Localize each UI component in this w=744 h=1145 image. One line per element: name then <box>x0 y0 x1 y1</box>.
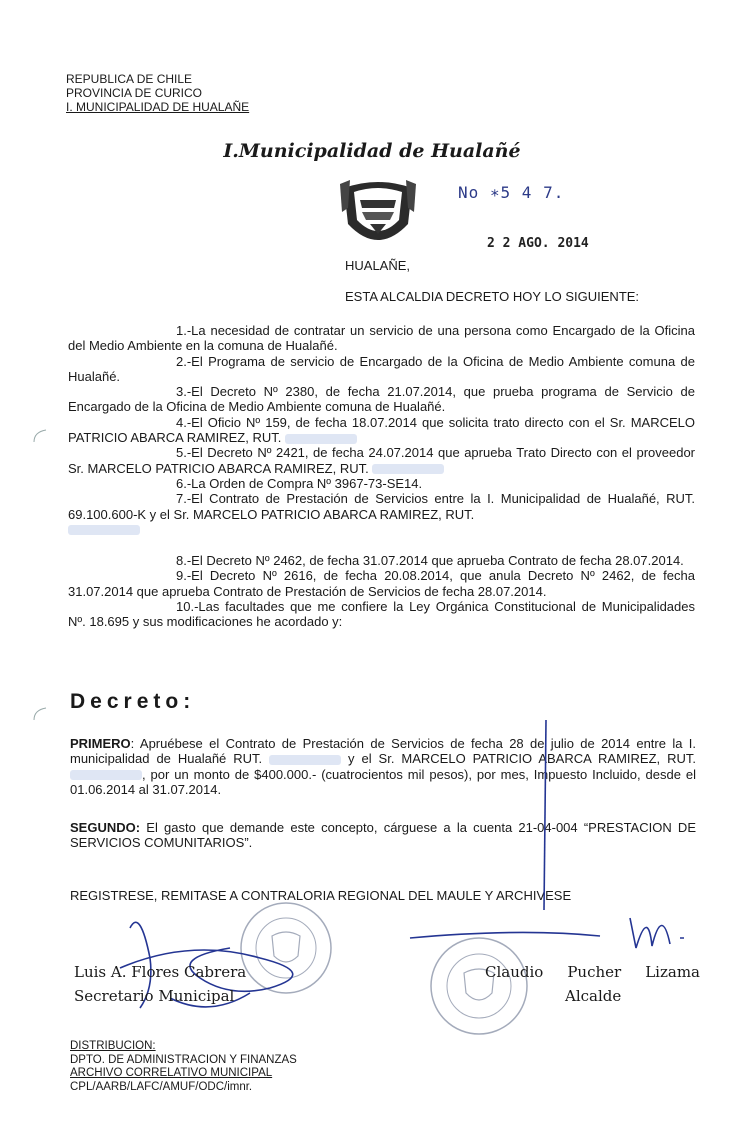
considerando-2: 2.-El Programa de servicio de Encargado de la Oficina de Medio Ambiente comuna de Hualañé. <box>68 353 695 384</box>
segundo-label: SEGUNDO: <box>70 820 141 835</box>
mayor-name: Claudio Pucher Lizama <box>485 963 700 981</box>
redacted-rut <box>70 770 142 780</box>
distribution-title: DISTRIBUCION: <box>70 1040 156 1052</box>
considerando-6: 6.-La Orden de Compra Nº 3967-73-SE14. <box>176 475 423 491</box>
ink-stroke-icon <box>530 720 560 910</box>
place-label: HUALAÑE, <box>345 258 411 273</box>
registrese-line: REGISTRESE, REMITASE A CONTRALORIA REGIONAL DEL MAULE Y ARCHIVESE <box>70 888 572 903</box>
mayor-role: Alcalde <box>565 987 622 1005</box>
article-primero: PRIMERO: Apruébese el Contrato de Prestación de Servicios de fecha 28 de julio de 2014 entre la I. municipalidad de Hualañé RUT. y el Sr. MARCELO PATRICIO ABARCA RAMIREZ, RUT. , por un monto de $400.000.- (cuatrocientos mil pesos), por mes, Impuesto Incluido, desde el 01.06.2014 al 31.07.2014. <box>70 736 696 797</box>
considerando-1: 1.-La necesidad de contratar un servicio de una persona como Encargado de la Oficina del Medio Ambiente en la comuna de Hualañé. <box>68 323 695 354</box>
header-province: PROVINCIA DE CURICO <box>66 86 203 100</box>
considerandos <box>68 323 695 630</box>
secretary-signature-block <box>74 960 246 1008</box>
distribution-block <box>70 1040 297 1094</box>
punch-mark-icon <box>30 704 50 724</box>
municipality-title: I.Municipalidad de Hualañé <box>223 140 521 162</box>
secretary-name: Luis A. Flores Cabrera <box>74 963 247 981</box>
header-municipality: I. MUNICIPALIDAD DE HUALAÑE <box>66 100 250 114</box>
redacted-rut <box>285 434 357 444</box>
secretary-role: Secretario Municipal <box>74 987 235 1005</box>
distribution-line-1: DPTO. DE ADMINISTRACION Y FINANZAS <box>70 1053 297 1066</box>
primero-label: PRIMERO <box>70 736 131 751</box>
redacted-rut <box>68 525 140 535</box>
article-segundo: SEGUNDO: El gasto que demande este concepto, cárguese a la cuenta 21-04-004 “PRESTACION DE SERVICIOS COMUNITARIOS”. <box>70 820 696 851</box>
considerando-10: 10.-Las facultades que me confiere la Ley Orgánica Constitucional de Municipalidades Nº. 18.695 y sus modificaciones he acordado y: <box>68 599 695 630</box>
document-header <box>66 72 249 114</box>
punch-mark-icon <box>30 426 50 446</box>
header-republic: REPUBLICA DE CHILE <box>66 72 193 86</box>
decree-date-stamp: 2 2 AGO. 2014 <box>487 236 589 251</box>
intro-line: ESTA ALCALDIA DECRETO HOY LO SIGUIENTE: <box>345 289 640 304</box>
distribution-line-3: CPL/AARB/LAFC/AMUF/ODC/imnr. <box>70 1080 253 1093</box>
distribution-line-2: ARCHIVO CORRELATIVO MUNICIPAL <box>70 1067 273 1079</box>
decreto-heading: Decreto: <box>70 690 196 713</box>
considerando-7: 7.-El Contrato de Prestación de Servicios entre la I. Municipalidad de Hualañé, RUT. 69.100.600-K y el Sr. MARCELO PATRICIO ABARCA RAMIREZ, RUT. <box>68 491 695 537</box>
decree-number-stamp: No ∗5 4 7. <box>458 183 565 202</box>
redacted-rut <box>372 464 444 474</box>
redacted-rut <box>269 755 341 765</box>
considerando-9: 9.-El Decreto Nº 2616, de fecha 20.08.2014, que anula Decreto Nº 2462, de fecha 31.07.2014 que aprueba Contrato de Prestación de Servicios de fecha 28.07.2014. <box>68 568 695 599</box>
considerando-8: 8.-El Decreto Nº 2462, de fecha 31.07.2014 que aprueba Contrato de fecha 28.07.2014. <box>176 553 684 569</box>
considerando-3: 3.-El Decreto Nº 2380, de fecha 21.07.2014, que prueba programa de Servicio de Encargado de la Oficina de Medio Ambiente comuna de Hualañé. <box>68 384 695 415</box>
considerando-5: 5.-El Decreto Nº 2421, de fecha 24.07.2014 que aprueba Trato Directo con el proveedor Sr. MARCELO PATRICIO ABARCA RAMIREZ, RUT. <box>68 445 695 476</box>
considerando-4: 4.-El Oficio Nº 159, de fecha 18.07.2014 que solicita trato directo con el Sr. MARCELO PATRICIO ABARCA RAMIREZ, RUT. <box>68 414 695 446</box>
crest-icon <box>340 178 416 250</box>
